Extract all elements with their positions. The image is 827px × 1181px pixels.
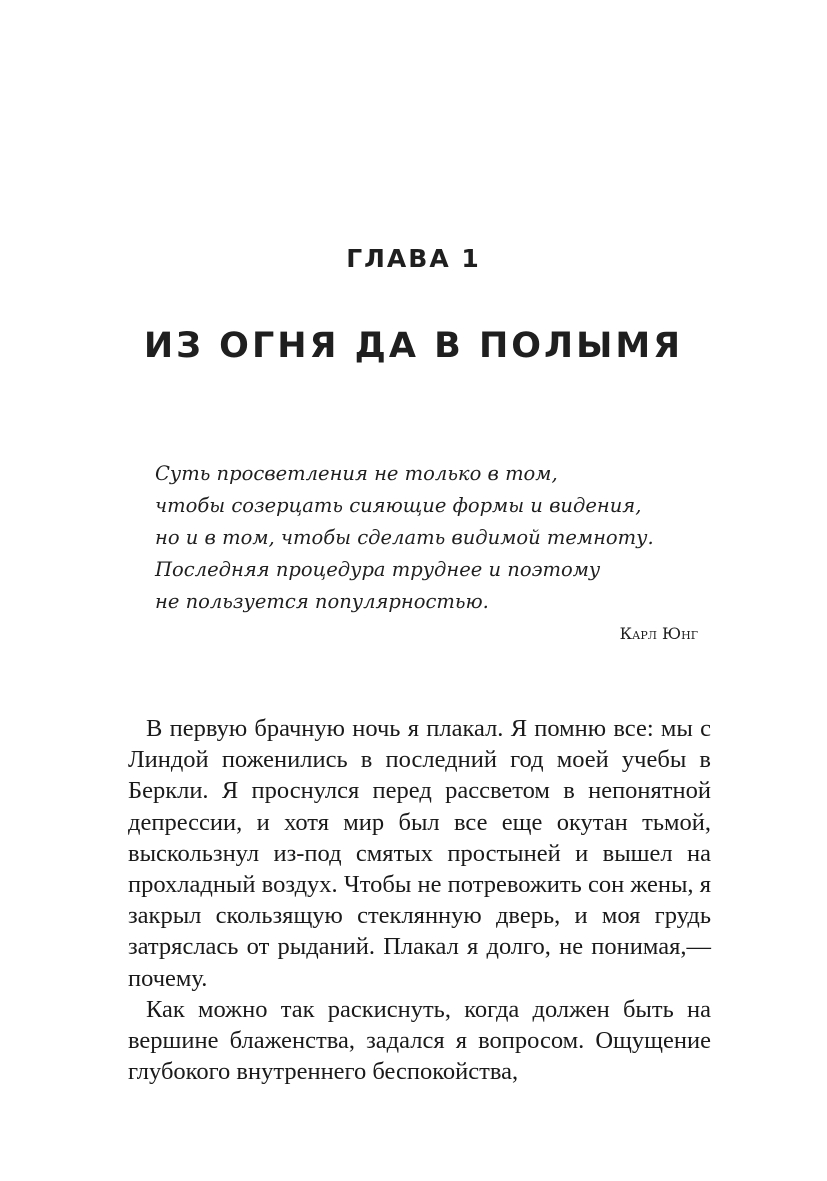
epigraph-line: Последняя процедура труднее и поэтому — [155, 558, 601, 581]
epigraph-line: не пользуется популярностью. — [155, 590, 489, 613]
epigraph-author: Карл Юнг — [619, 624, 698, 643]
epigraph-line: чтобы созерцать сияющие формы и видения, — [155, 494, 642, 517]
chapter-title: ИЗ ОГНЯ ДА В ПОЛЫМЯ — [143, 326, 684, 366]
epigraph — [155, 458, 715, 618]
epigraph-line: Суть просветления не только в том, — [155, 462, 558, 485]
chapter-number: ГЛАВА 1 — [346, 244, 481, 273]
body-text — [128, 713, 711, 1087]
epigraph-line: но и в том, чтобы сделать видимой темноту. — [155, 526, 654, 549]
paragraph: Как можно так раскиснуть, когда должен быть на вершине блаженства, задался я вопросом. Ощущение глубокого внутреннего беспокойства, — [128, 995, 711, 1086]
paragraph: В первую брачную ночь я плакал. Я помню все: мы с Линдой поженились в последний год моей учебы в Беркли. Я проснулся перед рассветом в непонятной депрессии, и хотя мир был все еще окутан тьмой, выскользнул из-под смятых простыней и вышел на прохладный воздух. Чтобы не потревожить сон жены, я закрыл скользящую стеклянную дверь, и моя грудь затряслась от рыданий. Плакал я долго, не понимая,— почему. — [128, 715, 711, 992]
